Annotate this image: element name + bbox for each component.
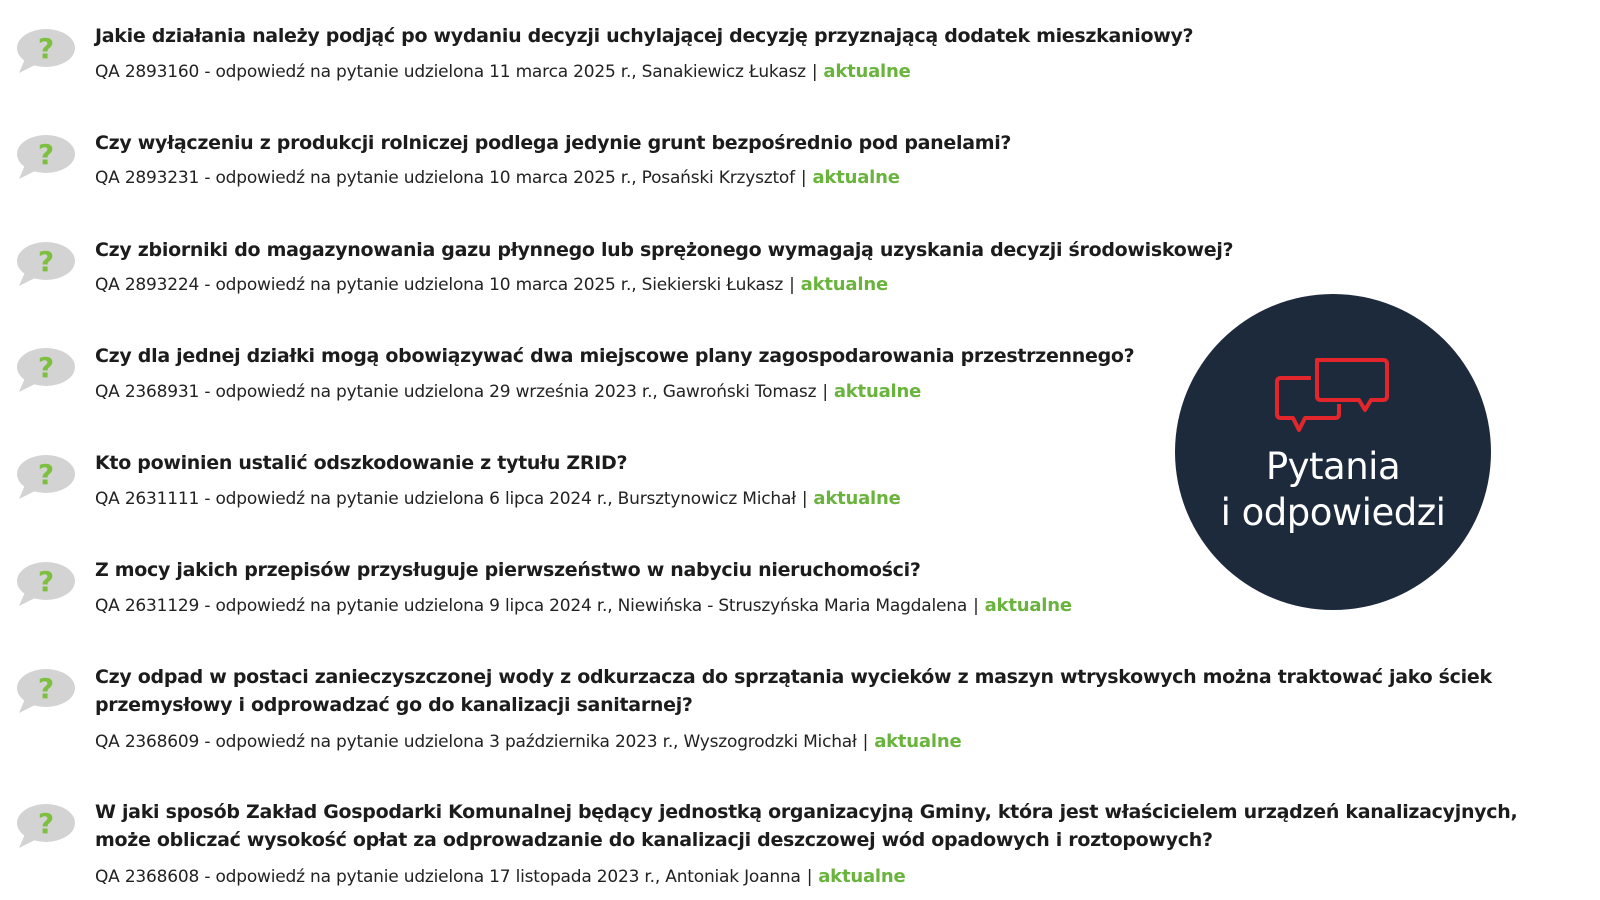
chat-bubbles-icon (1273, 346, 1393, 438)
question-meta-text: QA 2368609 - odpowiedź na pytanie udzielona 3 października 2023 r., Wyszogrodzki Michał (95, 732, 857, 752)
status-badge: aktualne (874, 731, 962, 752)
svg-text:?: ? (37, 807, 55, 840)
svg-text:?: ? (37, 458, 55, 491)
status-badge: aktualne (800, 274, 888, 295)
status-badge: aktualne (833, 381, 922, 402)
svg-text:?: ? (37, 245, 55, 278)
question-title-link[interactable]: Czy wyłączeniu z produkcji rolniczej podlega jedynie grunt bezpośrednio pod panelami? (95, 132, 1012, 154)
question-meta-text: QA 2893224 - odpowiedź na pytanie udzielona 10 marca 2025 r., Siekierski Łukasz (95, 275, 784, 295)
separator: | (806, 867, 813, 887)
svg-text:?: ? (37, 138, 55, 171)
separator: | (822, 382, 828, 402)
question-title-link[interactable]: Z mocy jakich przepisów przysługuje pierwszeństwo w nabyciu nieruchomości? (95, 559, 921, 581)
status-badge: aktualne (812, 167, 900, 188)
svg-text:?: ? (37, 32, 55, 65)
question-bubble-icon (15, 560, 77, 608)
question-title-link[interactable]: Kto powinien ustalić odszkodowanie z tytułu ZRID? (95, 452, 628, 474)
svg-text:?: ? (37, 565, 55, 598)
separator: | (862, 732, 869, 752)
separator: | (789, 275, 795, 295)
question-meta-text: QA 2368608 - odpowiedź na pytanie udzielona 17 listopada 2023 r., Antoniak Joanna (95, 867, 801, 887)
question-bubble-icon (15, 240, 77, 288)
question-title-link[interactable]: W jaki sposób Zakład Gospodarki Komunalnej będący jednostką organizacyjną Gminy, która jest właścicielem urządzeń kanalizacyjnych, może obliczać wysokość opłat za odprowadzanie do kanalizacji deszczowej wód opadowych i roztopowych? (95, 801, 1518, 851)
question-meta (95, 273, 888, 297)
question-meta-text: QA 2368931 - odpowiedź na pytanie udzielona 29 września 2023 r., Gawroński Tomasz (95, 382, 817, 402)
question-meta (95, 487, 901, 511)
qa-section-badge (1175, 294, 1491, 610)
question-meta (95, 60, 911, 84)
badge-title-line1: Pytania (1265, 445, 1401, 488)
status-badge: aktualne (984, 595, 1072, 616)
separator: | (800, 168, 807, 188)
status-badge: aktualne (818, 866, 906, 887)
question-title-link[interactable]: Jakie działania należy podjąć po wydaniu decyzji uchylającej decyzję przyznającą dodatek mieszkaniowy? (95, 25, 1194, 47)
question-bubble-icon (15, 453, 77, 501)
question-title-link[interactable]: Czy odpad w postaci zanieczyszczonej wody z odkurzacza do sprzątania wycieków z maszyn wtryskowych można traktować jako ściek przemysłowy i odprowadzać go do kanalizacji sanitarnej? (95, 666, 1492, 716)
svg-text:?: ? (37, 351, 55, 384)
status-badge: aktualne (813, 488, 901, 509)
question-meta-text: QA 2893160 - odpowiedź na pytanie udzielona 11 marca 2025 r., Sanakiewicz Łukasz (95, 62, 806, 82)
question-bubble-icon (15, 133, 77, 181)
separator: | (801, 489, 808, 509)
question-title-link[interactable]: Czy dla jednej działki mogą obowiązywać dwa miejscowe plany zagospodarowania przestrzennego? (95, 345, 1135, 367)
question-bubble-icon (15, 346, 77, 394)
separator: | (811, 62, 818, 82)
question-bubble-icon (15, 802, 77, 850)
question-meta-text: QA 2631129 - odpowiedź na pytanie udzielona 9 lipca 2024 r., Niewińska - Struszyńska Maria Magdalena (95, 596, 968, 616)
question-bubble-icon (15, 27, 77, 75)
svg-text:?: ? (37, 672, 55, 705)
question-meta (95, 594, 1072, 618)
question-meta-text: QA 2631111 - odpowiedź na pytanie udzielona 6 lipca 2024 r., Bursztynowicz Michał (95, 489, 796, 509)
question-meta (95, 380, 921, 404)
question-meta (95, 730, 961, 754)
separator: | (973, 596, 979, 616)
question-bubble-icon (15, 667, 77, 715)
badge-title-line2: i odpowiedzi (1220, 491, 1446, 534)
question-title-link[interactable]: Czy zbiorniki do magazynowania gazu płynnego lub sprężonego wymagają uzyskania decyzji środowiskowej? (95, 239, 1234, 261)
question-meta (95, 865, 906, 889)
question-meta (95, 166, 900, 190)
question-meta-text: QA 2893231 - odpowiedź na pytanie udzielona 10 marca 2025 r., Posański Krzysztof (95, 168, 795, 188)
status-badge: aktualne (823, 61, 911, 82)
